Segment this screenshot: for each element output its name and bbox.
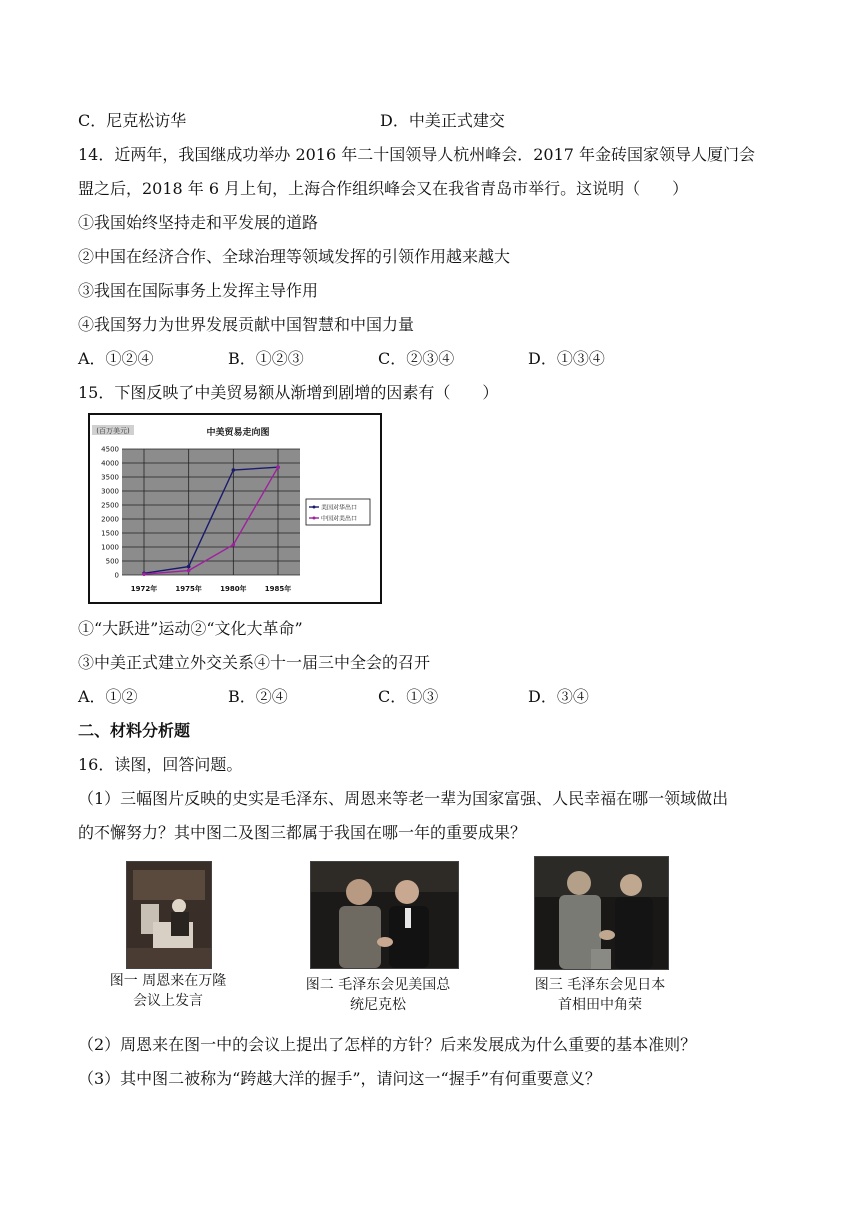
x-tick-label: 1972年: [130, 585, 158, 593]
series-2-point: [276, 465, 280, 469]
series-2-point: [187, 569, 191, 573]
q14-item-3: ③我国在国际事务上发挥主导作用: [78, 281, 319, 300]
q14-item-4: ④我国努力为世界发展贡献中国智慧和中国力量: [78, 315, 415, 334]
q14-item-2: ②中国在经济合作、全球治理等领域发挥的引领作用越来越大: [78, 247, 511, 266]
series-2-point: [142, 572, 146, 576]
caption-photo1-line2: 会议上发言: [133, 993, 203, 1009]
photo-mao-tanaka: [534, 856, 669, 970]
q14-option-b: B．①②③: [228, 349, 304, 368]
caption-photo3-line1: 图三 毛泽东会见日本: [534, 977, 666, 993]
q15-option-a: A．①②: [78, 687, 138, 706]
q15-item-1: ①“大跃进”运动②“文化大革命”: [78, 619, 303, 638]
x-tick-label: 1975年: [175, 585, 202, 593]
y-tick-label: 1500: [101, 529, 119, 538]
q14-option-c: C．②③④: [378, 349, 455, 368]
series-2-point: [232, 543, 236, 547]
x-tick-label: 1985年: [264, 585, 292, 593]
y-tick-label: 4000: [101, 459, 119, 468]
y-tick-label: 3500: [101, 473, 119, 482]
q16-sub1-line2: 的不懈努力？其中图二及图三都属于我国在哪一年的重要成果？: [78, 823, 527, 842]
trade-chart-svg: [88, 413, 384, 605]
legend-label-2: 中国对美出口: [321, 515, 358, 523]
caption-photo3-line2: 首相田中角荣: [558, 997, 642, 1013]
q15-stem: 15．下图反映了中美贸易额从渐增到剧增的因素有（ ）: [78, 383, 499, 402]
photo-mao-nixon: [310, 861, 459, 969]
q13-option-d: D．中美正式建交: [380, 111, 505, 130]
caption-photo2-line1: 图二 毛泽东会见美国总: [305, 977, 451, 993]
q15-option-d: D．③④: [528, 687, 589, 706]
q15-option-b: B．②④: [228, 687, 288, 706]
section2-heading: 二、材料分析题: [78, 721, 191, 740]
q14-option-a: A．①②④: [78, 349, 154, 368]
q14-item-1: ①我国始终坚持走和平发展的道路: [78, 213, 319, 232]
caption-photo2-line2: 统尼克松: [350, 997, 406, 1013]
y-tick-label: 500: [105, 557, 119, 566]
y-tick-label: 2500: [101, 501, 119, 510]
series-1-point: [232, 468, 236, 472]
q14-stem-line2: 盟之后，2018 年 6 月上旬，上海合作组织峰会又在我省青岛市举行。这说明（ ）: [78, 179, 689, 198]
caption-photo1-line1: 图一 周恩来在万隆: [109, 973, 227, 989]
q16-sub2: （2）周恩来在图一中的会议上提出了怎样的方针？后来发展成为什么重要的基本准则？: [78, 1035, 697, 1054]
unit-label: (百万美元): [96, 427, 130, 435]
photo-zhou-enlai-bandung: [126, 861, 212, 969]
y-tick-label: 2000: [101, 515, 119, 524]
q14-stem-line1: 14．近两年，我国继成功举办 2016 年二十国领导人杭州峰会．2017 年金砖国家领导人厦门会: [78, 145, 756, 164]
y-tick-label: 3000: [101, 487, 119, 496]
trade-chart: [88, 413, 384, 605]
x-tick-label: 1980年: [220, 585, 247, 593]
q15-option-c: C．①③: [378, 687, 439, 706]
y-tick-label: 1000: [101, 543, 119, 552]
chart-title: 中美贸易走向图: [206, 428, 270, 438]
y-tick-label: 4500: [101, 445, 119, 454]
q16-stem: 16．读图，回答问题。: [78, 755, 243, 774]
y-tick-label: 0: [114, 571, 119, 580]
q14-option-d: D．①③④: [528, 349, 605, 368]
q13-option-c: C．尼克松访华: [78, 111, 187, 130]
legend-marker-2: [313, 517, 316, 520]
legend-marker-1: [313, 506, 316, 509]
series-1-point: [187, 565, 191, 569]
q15-item-2: ③中美正式建立外交关系④十一届三中全会的召开: [78, 653, 431, 672]
q16-sub1-line1: （1）三幅图片反映的史实是毛泽东、周恩来等老一辈为国家富强、人民幸福在哪一领域做出: [78, 789, 729, 808]
q16-sub3: （3）其中图二被称为“跨越大洋的握手”，请问这一“握手”有何重要意义？: [78, 1069, 601, 1088]
legend-label-1: 美国对华出口: [321, 504, 358, 512]
